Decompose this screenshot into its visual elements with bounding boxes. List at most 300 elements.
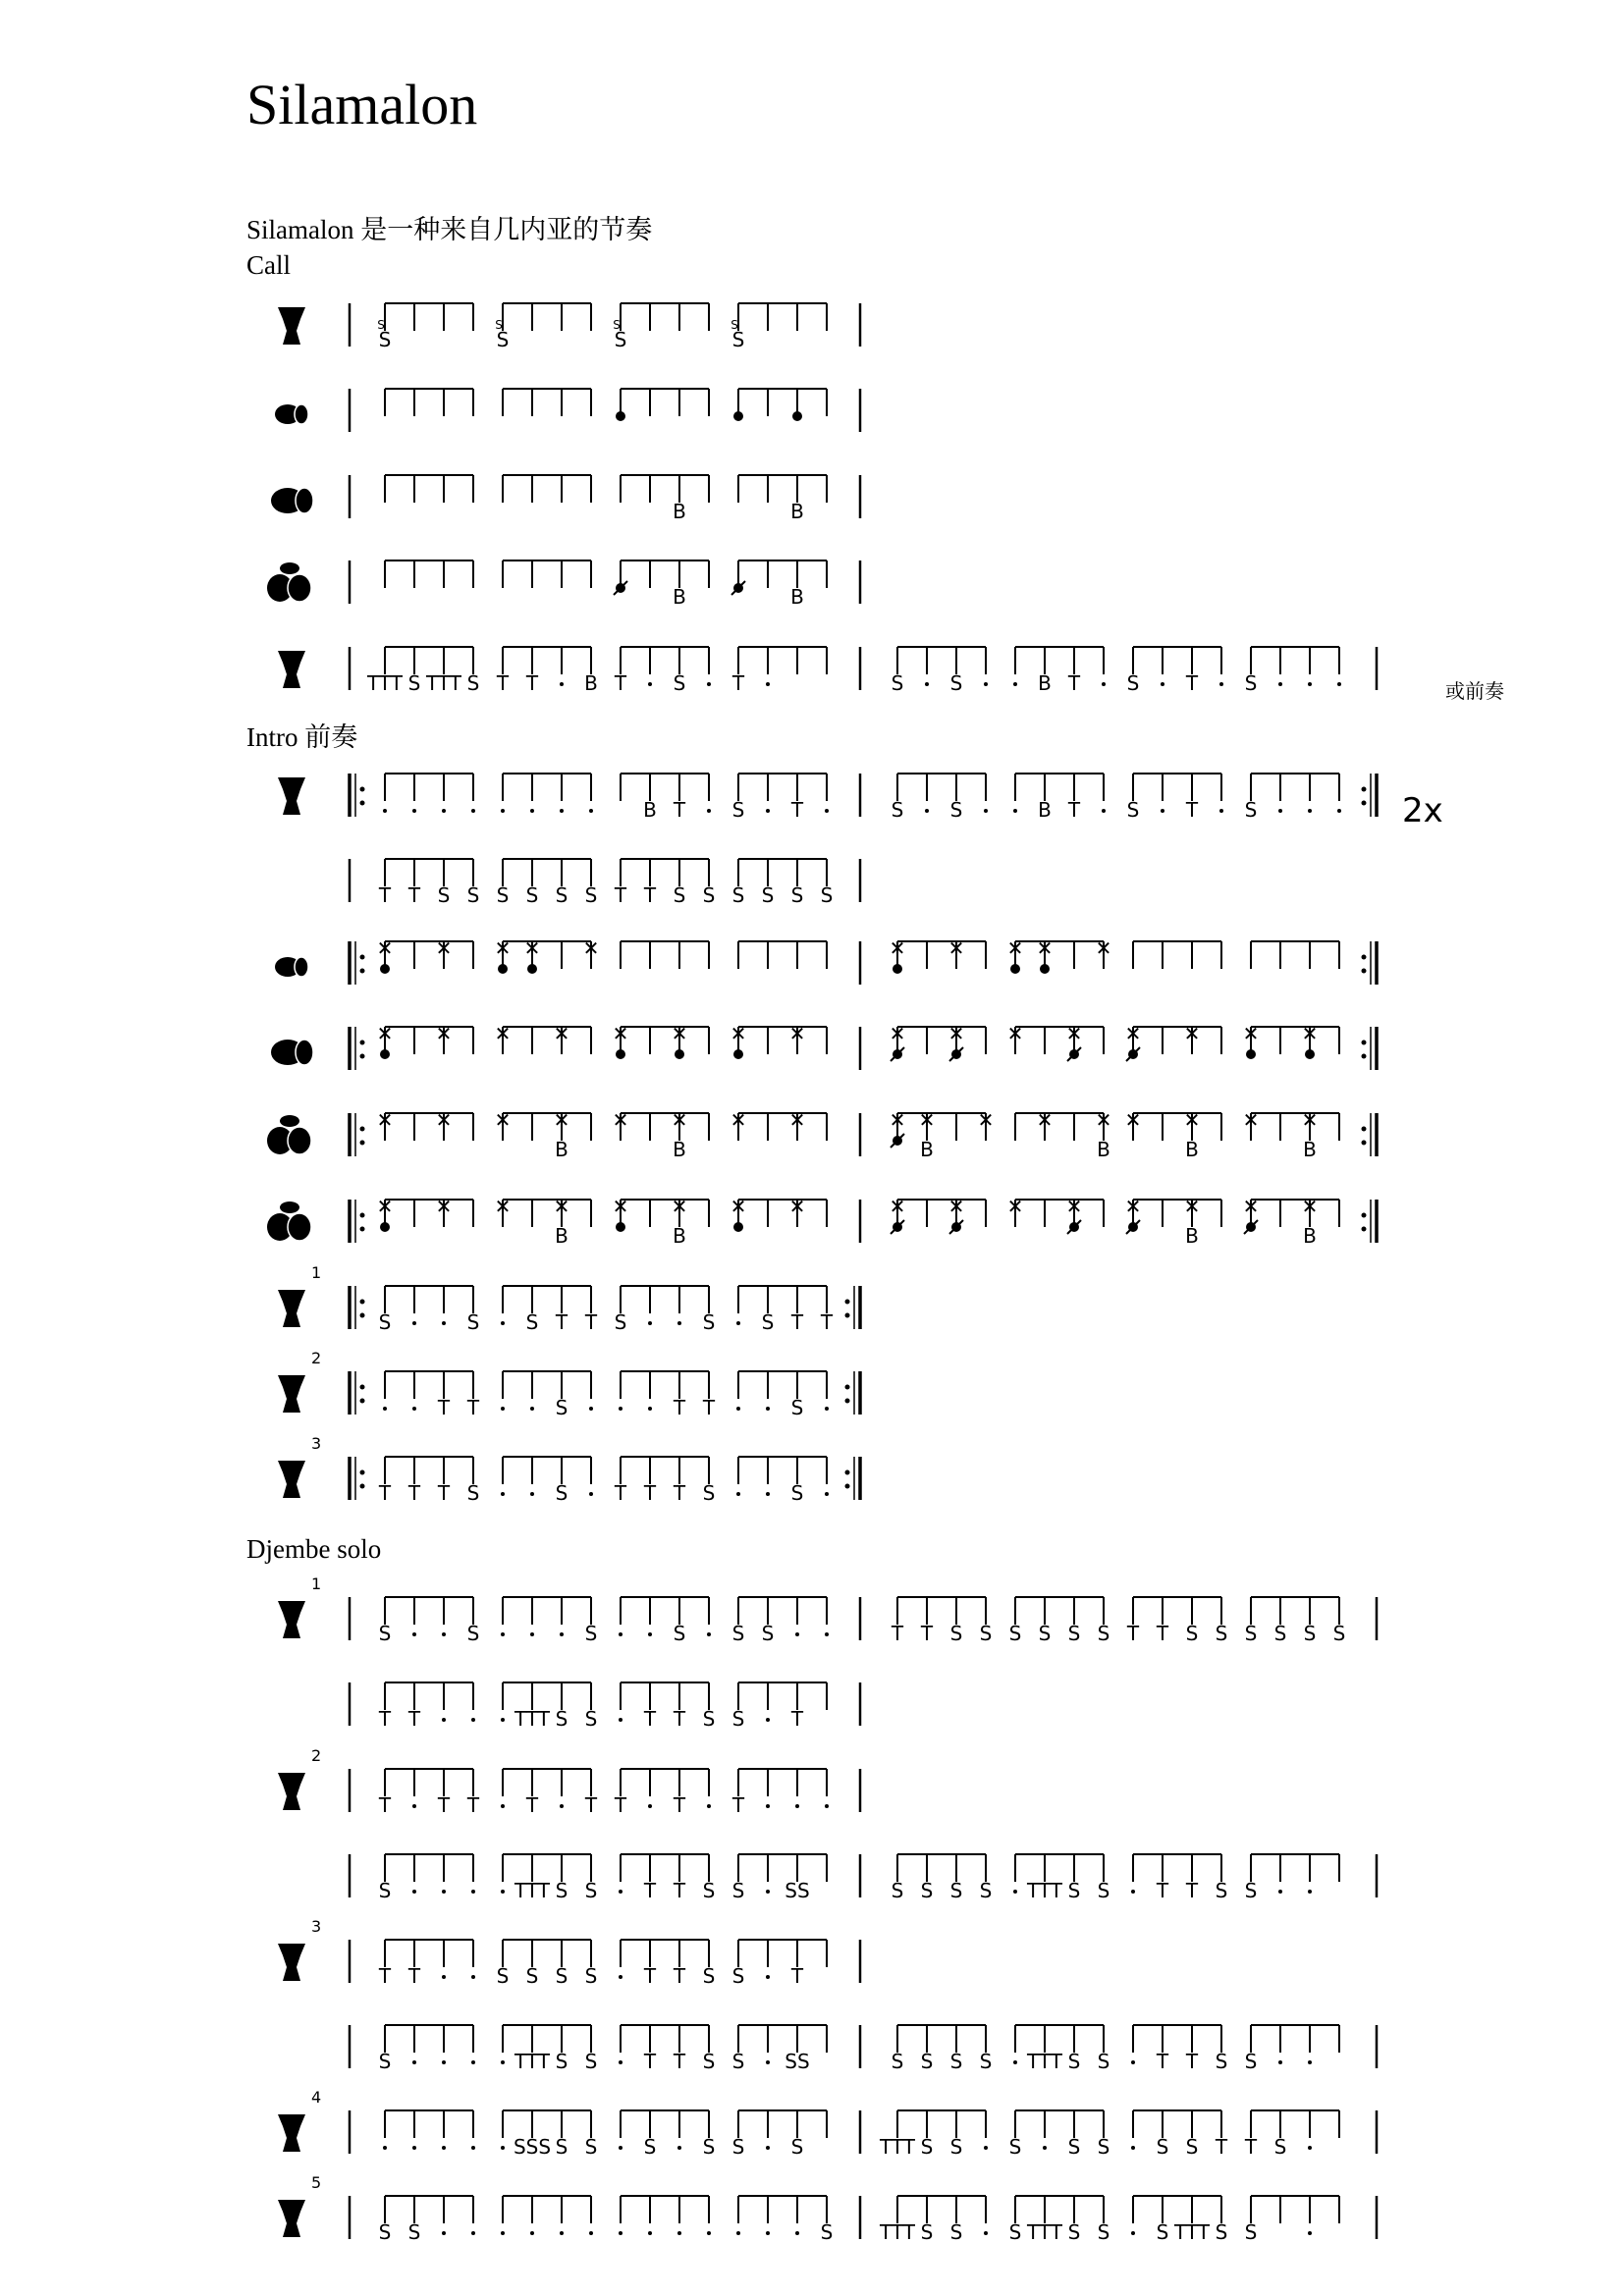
stroke-label: S bbox=[891, 671, 904, 695]
cross-stroke: ✕ bbox=[788, 1022, 806, 1045]
stroke-label: T bbox=[790, 1707, 804, 1731]
rest-dot bbox=[501, 2146, 505, 2150]
rest-dot bbox=[766, 809, 770, 813]
rest-dot bbox=[619, 1890, 623, 1894]
cross-stroke: ✕ bbox=[1242, 1108, 1260, 1132]
stroke-label: S bbox=[1097, 2220, 1110, 2244]
stroke-label: S bbox=[407, 2220, 421, 2244]
cross-stroke: ✕ bbox=[435, 936, 453, 960]
stroke-label: T bbox=[584, 1310, 598, 1334]
rest-dot bbox=[530, 1407, 534, 1411]
stroke-label: S bbox=[949, 798, 963, 822]
repeat-dot bbox=[845, 1313, 850, 1318]
rest-dot bbox=[1131, 2231, 1135, 2235]
rest-dot bbox=[984, 2231, 988, 2235]
rest-dot bbox=[1278, 809, 1282, 813]
cross-stroke: ✕ bbox=[494, 1108, 512, 1132]
stroke-label: T bbox=[1185, 671, 1199, 695]
stroke-label: S bbox=[1067, 2135, 1081, 2159]
rest-dot bbox=[471, 1718, 475, 1722]
rest-dot bbox=[589, 1407, 593, 1411]
stroke-label: S bbox=[979, 1622, 993, 1645]
rest-dot bbox=[648, 682, 652, 686]
rest-dot bbox=[1308, 682, 1312, 686]
cross-stroke: ✕ bbox=[376, 936, 394, 960]
rest-dot bbox=[766, 682, 770, 686]
stroke-label: T bbox=[466, 1396, 480, 1419]
stroke-label: S bbox=[1185, 1622, 1199, 1645]
rest-dot bbox=[766, 1804, 770, 1808]
stroke-label: T bbox=[407, 883, 421, 907]
rest-dot bbox=[412, 2146, 416, 2150]
cross-stroke: ✕ bbox=[553, 1108, 570, 1132]
stroke-label: T bbox=[673, 1964, 686, 1988]
stroke-label: S bbox=[1097, 1879, 1110, 1902]
rest-dot bbox=[471, 2231, 475, 2235]
stroke-label: S bbox=[378, 1622, 392, 1645]
stroke-label: S bbox=[891, 1879, 904, 1902]
stroke-label: T bbox=[673, 1793, 686, 1817]
cross-stroke: ✕ bbox=[1095, 1108, 1112, 1132]
stroke-label: S bbox=[466, 1622, 480, 1645]
stroke-label: S bbox=[466, 883, 480, 907]
rest-dot bbox=[471, 809, 475, 813]
stroke-label: T bbox=[437, 1481, 451, 1505]
rest-dot bbox=[412, 809, 416, 813]
stroke-label: S bbox=[702, 1707, 716, 1731]
stroke-label: S bbox=[1244, 1622, 1258, 1645]
bell-hit bbox=[792, 411, 802, 421]
stroke-label: T bbox=[466, 1793, 480, 1817]
stroke-label: S bbox=[466, 1310, 480, 1334]
djembe-icon bbox=[278, 1944, 305, 1981]
stroke-label: B bbox=[790, 585, 804, 609]
cross-stroke: ✕ bbox=[612, 1108, 629, 1132]
repeat-dot bbox=[360, 1484, 365, 1489]
repeat-dot bbox=[1362, 1127, 1367, 1132]
stroke-label: S bbox=[584, 2050, 598, 2073]
stroke-label: S bbox=[1097, 1622, 1110, 1645]
stroke-label: T bbox=[673, 798, 686, 822]
rest-dot bbox=[1337, 682, 1341, 686]
stroke-label: S bbox=[378, 1879, 392, 1902]
bell-hit bbox=[893, 964, 902, 974]
stroke-label: TTT bbox=[426, 671, 461, 695]
repeat-dot bbox=[845, 1300, 850, 1305]
bass-label: B bbox=[1097, 1138, 1110, 1161]
rest-dot bbox=[471, 1975, 475, 1979]
stroke-label: S bbox=[1215, 2050, 1228, 2073]
bass-label: B bbox=[555, 1224, 568, 1248]
rest-dot bbox=[1102, 809, 1106, 813]
stroke-label: B bbox=[1038, 798, 1052, 822]
stroke-label: S bbox=[673, 671, 686, 695]
dundunba-head bbox=[288, 1127, 311, 1154]
bell-hit bbox=[733, 1049, 743, 1059]
cross-stroke: ✕ bbox=[889, 1108, 906, 1132]
stroke-label: S bbox=[702, 1879, 716, 1902]
rest-dot bbox=[707, 809, 711, 813]
stroke-label: S bbox=[702, 883, 716, 907]
stroke-label: S bbox=[1273, 1622, 1287, 1645]
rest-dot bbox=[442, 2146, 446, 2150]
rest-dot bbox=[412, 2060, 416, 2064]
djembe-icon bbox=[278, 1601, 305, 1638]
stroke-label: S bbox=[761, 1622, 775, 1645]
cross-stroke: ✕ bbox=[435, 1195, 453, 1218]
rest-dot bbox=[412, 1321, 416, 1325]
repeat-dot bbox=[1362, 1227, 1367, 1232]
repeat-dot bbox=[845, 1385, 850, 1390]
stroke-label: S bbox=[1215, 2220, 1228, 2244]
stroke-label: S bbox=[1126, 671, 1140, 695]
stroke-label: T bbox=[643, 883, 657, 907]
cross-stroke: ✕ bbox=[788, 1195, 806, 1218]
rest-dot bbox=[1219, 682, 1223, 686]
djembe-icon bbox=[278, 2200, 305, 2237]
stroke-label: S bbox=[1097, 2050, 1110, 2073]
stroke-label: S bbox=[555, 1481, 568, 1505]
slap-label: S bbox=[496, 328, 510, 351]
repeat-dot bbox=[360, 1127, 365, 1132]
cross-stroke: ✕ bbox=[1301, 1108, 1319, 1132]
stroke-label: TTT bbox=[1027, 2050, 1062, 2073]
rest-dot bbox=[619, 2146, 623, 2150]
stroke-label: TTT bbox=[1174, 2220, 1210, 2244]
stroke-label: T bbox=[614, 671, 627, 695]
stroke-label: S bbox=[1303, 1622, 1317, 1645]
flam-mark: S bbox=[377, 318, 385, 332]
rest-dot bbox=[677, 2231, 681, 2235]
cross-stroke: ✕ bbox=[1006, 936, 1024, 960]
cross-stroke: ✕ bbox=[1036, 1108, 1054, 1132]
rest-dot bbox=[383, 1407, 387, 1411]
repeat-dot bbox=[360, 1399, 365, 1404]
rest-dot bbox=[501, 1718, 505, 1722]
bell-hit bbox=[1305, 1049, 1315, 1059]
stroke-label: S bbox=[891, 2050, 904, 2073]
stroke-label: T bbox=[378, 883, 392, 907]
rest-dot bbox=[619, 1632, 623, 1636]
stroke-label: S bbox=[496, 883, 510, 907]
stroke-label: TTT bbox=[514, 1879, 550, 1902]
stroke-label: S bbox=[584, 883, 598, 907]
bell-hit bbox=[733, 1222, 743, 1232]
dundunba-head bbox=[288, 1213, 311, 1241]
cross-stroke: ✕ bbox=[435, 1108, 453, 1132]
stroke-label: S bbox=[1067, 1622, 1081, 1645]
rest-dot bbox=[560, 682, 564, 686]
stroke-label: S bbox=[702, 2135, 716, 2159]
cross-stroke: ✕ bbox=[947, 936, 965, 960]
stroke-label: S bbox=[1156, 2135, 1169, 2159]
bell-hit bbox=[498, 964, 508, 974]
cross-stroke: ✕ bbox=[494, 936, 512, 960]
voice-number: 5 bbox=[311, 2173, 322, 2192]
voice-number: 2 bbox=[311, 1349, 322, 1367]
rest-dot bbox=[736, 1321, 740, 1325]
rest-dot bbox=[707, 2231, 711, 2235]
cross-stroke: ✕ bbox=[947, 1195, 965, 1218]
slap-label: S bbox=[378, 328, 392, 351]
cross-stroke: ✕ bbox=[1242, 1195, 1260, 1218]
rest-dot bbox=[501, 1804, 505, 1808]
stroke-label: TTT bbox=[880, 2220, 915, 2244]
rest-dot bbox=[530, 2231, 534, 2235]
stroke-label: B bbox=[643, 798, 657, 822]
rest-dot bbox=[707, 682, 711, 686]
cross-stroke: ✕ bbox=[1242, 1022, 1260, 1045]
sangban-head bbox=[296, 1040, 313, 1065]
rest-dot bbox=[560, 2231, 564, 2235]
cross-stroke: ✕ bbox=[582, 936, 600, 960]
stroke-label: S bbox=[1244, 671, 1258, 695]
rest-dot bbox=[648, 2231, 652, 2235]
rest-dot bbox=[707, 1804, 711, 1808]
repeat-dot bbox=[845, 1399, 850, 1404]
repeat-dot bbox=[1362, 1041, 1367, 1045]
flam-mark: S bbox=[495, 318, 503, 332]
cross-stroke: ✕ bbox=[1124, 1022, 1142, 1045]
stroke-label: T bbox=[1244, 2135, 1258, 2159]
rest-dot bbox=[1219, 809, 1223, 813]
repeat-dot bbox=[360, 1470, 365, 1475]
stroke-label: T bbox=[1185, 1879, 1199, 1902]
rest-dot bbox=[1013, 682, 1017, 686]
stroke-label: T bbox=[643, 1707, 657, 1731]
cross-stroke: ✕ bbox=[1065, 1022, 1083, 1045]
slap-label: S bbox=[614, 328, 627, 351]
rest-dot bbox=[442, 2060, 446, 2064]
bell-hit bbox=[380, 1222, 390, 1232]
stroke-label: S bbox=[731, 1707, 745, 1731]
repeat-dot bbox=[1362, 1141, 1367, 1146]
bass-label: B bbox=[673, 1138, 686, 1161]
rest-dot bbox=[1308, 809, 1312, 813]
bass-label: B bbox=[920, 1138, 934, 1161]
rest-dot bbox=[501, 1890, 505, 1894]
cross-stroke: ✕ bbox=[730, 1195, 747, 1218]
cross-stroke: ✕ bbox=[730, 1108, 747, 1132]
stroke-label: S bbox=[1067, 2220, 1081, 2244]
cross-stroke: ✕ bbox=[671, 1195, 688, 1218]
stroke-label: S bbox=[949, 2050, 963, 2073]
stroke-label: S bbox=[761, 883, 775, 907]
rest-dot bbox=[736, 2231, 740, 2235]
stroke-label: T bbox=[820, 1310, 834, 1334]
bell-hit bbox=[733, 411, 743, 421]
rest-dot bbox=[677, 1321, 681, 1325]
stroke-label: S bbox=[920, 2050, 934, 2073]
rest-dot bbox=[1013, 1890, 1017, 1894]
stroke-label: T bbox=[525, 1793, 539, 1817]
stroke-label: S bbox=[584, 1879, 598, 1902]
stroke-label: T bbox=[702, 1396, 716, 1419]
djembe-icon bbox=[278, 1461, 305, 1498]
stroke-label: T bbox=[555, 1310, 568, 1334]
rest-dot bbox=[471, 2146, 475, 2150]
stroke-label: T bbox=[643, 1481, 657, 1505]
rest-dot bbox=[1013, 2060, 1017, 2064]
cross-stroke: ✕ bbox=[376, 1022, 394, 1045]
rest-dot bbox=[412, 1632, 416, 1636]
rest-dot bbox=[560, 809, 564, 813]
stroke-label: S bbox=[1067, 2050, 1081, 2073]
rest-dot bbox=[1278, 1890, 1282, 1894]
cross-stroke: ✕ bbox=[918, 1108, 936, 1132]
rest-dot bbox=[442, 1890, 446, 1894]
rest-dot bbox=[1161, 682, 1164, 686]
rest-dot bbox=[766, 1718, 770, 1722]
stroke-label: S bbox=[702, 1310, 716, 1334]
rest-dot bbox=[1308, 2060, 1312, 2064]
stroke-label: T bbox=[731, 671, 745, 695]
stroke-label: S bbox=[702, 1481, 716, 1505]
repeat-dot bbox=[360, 969, 365, 974]
stroke-label: S bbox=[1185, 2135, 1199, 2159]
stroke-label: S bbox=[1244, 2050, 1258, 2073]
rest-dot bbox=[825, 1804, 829, 1808]
stroke-label: T bbox=[643, 1964, 657, 1988]
rest-dot bbox=[619, 1718, 623, 1722]
stroke-label: S bbox=[1156, 2220, 1169, 2244]
cross-stroke: ✕ bbox=[671, 1022, 688, 1045]
bass-label: B bbox=[1303, 1138, 1317, 1161]
rest-dot bbox=[795, 1804, 799, 1808]
stroke-label: S bbox=[731, 1964, 745, 1988]
bass-label: B bbox=[1303, 1224, 1317, 1248]
djembe-icon bbox=[278, 1375, 305, 1413]
stroke-label: T bbox=[407, 1707, 421, 1731]
stroke-label: S bbox=[1273, 2135, 1287, 2159]
rest-dot bbox=[589, 2231, 593, 2235]
voice-number: 3 bbox=[311, 1434, 322, 1453]
repeat-dot bbox=[360, 1300, 365, 1305]
rest-dot bbox=[825, 809, 829, 813]
stroke-label: TTT bbox=[880, 2135, 915, 2159]
stroke-label: T bbox=[378, 1481, 392, 1505]
cross-stroke: ✕ bbox=[1183, 1195, 1201, 1218]
stroke-label: TTT bbox=[514, 1707, 550, 1731]
stroke-label: S bbox=[920, 2220, 934, 2244]
rest-dot bbox=[560, 1804, 564, 1808]
stroke-label: S bbox=[731, 2135, 745, 2159]
cross-stroke: ✕ bbox=[1006, 1195, 1024, 1218]
stroke-label: S bbox=[584, 1964, 598, 1988]
stroke-label: S bbox=[1067, 1879, 1081, 1902]
stroke-label: T bbox=[1156, 1879, 1169, 1902]
repeat-dot bbox=[360, 801, 365, 806]
rest-dot bbox=[619, 2231, 623, 2235]
rest-dot bbox=[1278, 2060, 1282, 2064]
stroke-label: S bbox=[1244, 1879, 1258, 1902]
stroke-label: S bbox=[790, 883, 804, 907]
stroke-label: S bbox=[1215, 1622, 1228, 1645]
voice-number: 4 bbox=[311, 2088, 322, 2107]
flam-mark: S bbox=[731, 318, 738, 332]
stroke-label: S bbox=[555, 2050, 568, 2073]
stroke-label: S bbox=[673, 883, 686, 907]
cross-stroke: ✕ bbox=[553, 1195, 570, 1218]
rest-dot bbox=[471, 2060, 475, 2064]
cross-stroke: ✕ bbox=[1065, 1195, 1083, 1218]
rest-dot bbox=[442, 1321, 446, 1325]
repeat-dot bbox=[360, 787, 365, 792]
rest-dot bbox=[560, 1632, 564, 1636]
cross-stroke: ✕ bbox=[730, 1022, 747, 1045]
stroke-label: T bbox=[1215, 2135, 1228, 2159]
rest-dot bbox=[619, 1975, 623, 1979]
rest-dot bbox=[530, 1492, 534, 1496]
stroke-label: T bbox=[525, 671, 539, 695]
stroke-label: T bbox=[920, 1622, 934, 1645]
repeat-dot bbox=[1362, 1213, 1367, 1218]
bell-hit bbox=[616, 1049, 625, 1059]
section-solo: Djembe solo bbox=[246, 1534, 382, 1564]
stroke-label: S bbox=[979, 1879, 993, 1902]
rest-dot bbox=[501, 1492, 505, 1496]
rest-dot bbox=[1102, 682, 1106, 686]
stroke-label: B bbox=[673, 500, 686, 523]
stroke-label: S bbox=[673, 1622, 686, 1645]
rest-dot bbox=[1278, 682, 1282, 686]
stroke-label: T bbox=[1185, 2050, 1199, 2073]
cross-stroke: ✕ bbox=[1183, 1022, 1201, 1045]
bell-hit bbox=[1010, 964, 1020, 974]
rest-dot bbox=[795, 2231, 799, 2235]
stroke-label: B bbox=[584, 671, 598, 695]
rest-dot bbox=[766, 2231, 770, 2235]
rest-dot bbox=[442, 1975, 446, 1979]
rest-dot bbox=[825, 1492, 829, 1496]
rest-dot bbox=[925, 809, 929, 813]
stroke-label: T bbox=[378, 1707, 392, 1731]
cross-stroke: ✕ bbox=[376, 1195, 394, 1218]
stroke-label: T bbox=[643, 1879, 657, 1902]
stroke-label: B bbox=[673, 585, 686, 609]
repeat-count: 2x bbox=[1402, 791, 1443, 830]
stroke-label: T bbox=[790, 1310, 804, 1334]
rest-dot bbox=[501, 2060, 505, 2064]
stroke-label: S bbox=[525, 1964, 539, 1988]
stroke-label: S bbox=[731, 798, 745, 822]
stroke-label: TTT bbox=[367, 671, 403, 695]
kenkeni-head bbox=[295, 404, 308, 424]
stroke-label: T bbox=[891, 1622, 904, 1645]
stroke-label: S bbox=[702, 1964, 716, 1988]
repeat-dot bbox=[360, 955, 365, 960]
djembe-icon bbox=[278, 2114, 305, 2152]
rest-dot bbox=[501, 1321, 505, 1325]
stroke-label: T bbox=[407, 1481, 421, 1505]
stroke-label: S bbox=[949, 1622, 963, 1645]
stroke-label: S bbox=[1244, 2220, 1258, 2244]
stroke-label: T bbox=[437, 1396, 451, 1419]
rest-dot bbox=[589, 1492, 593, 1496]
bell-icon bbox=[280, 1201, 299, 1213]
cross-stroke: ✕ bbox=[1124, 1195, 1142, 1218]
repeat-dot bbox=[1362, 969, 1367, 974]
stroke-label: T bbox=[378, 1793, 392, 1817]
stroke-label: S bbox=[437, 883, 451, 907]
stroke-label: S bbox=[525, 883, 539, 907]
stroke-label: T bbox=[496, 671, 510, 695]
stroke-label: S bbox=[584, 1707, 598, 1731]
subtitle: Silamalon 是一种来自几内亚的节奏 bbox=[246, 215, 653, 244]
rest-dot bbox=[1308, 2231, 1312, 2235]
stroke-label: S bbox=[378, 2220, 392, 2244]
stroke-label: TTT bbox=[1027, 1879, 1062, 1902]
